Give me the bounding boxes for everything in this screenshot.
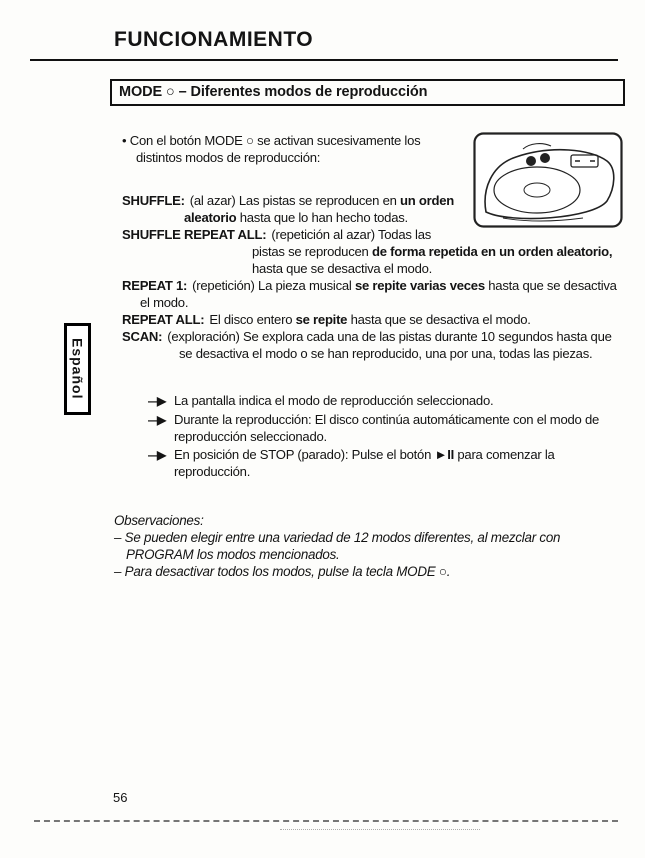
page-header: [30, 28, 618, 61]
mode-text-bold: se repite: [295, 312, 348, 327]
mode-text: hasta que lo han hecho todas.: [236, 210, 408, 225]
observation-item: – Para desactivar todos los modos, pulse la tecla MODE ○.: [114, 564, 451, 579]
observations: [114, 512, 593, 580]
note-text-part: La pantalla indica el modo de reproducción seleccionado.: [174, 393, 494, 408]
intro-paragraph: [122, 132, 466, 166]
mode-text-bold: se repite varias veces: [354, 278, 485, 293]
note-item: [148, 446, 623, 480]
mode-text: (exploración) Se explora cada una de las pistas durante 10 segundos hasta que se desactiva el modo o se han reproducido, una por una, todas las piezas.: [167, 329, 612, 361]
arrow-icon: —▶: [148, 448, 164, 462]
mode-text: hasta que se desactiva el modo.: [140, 278, 617, 310]
content: [114, 132, 623, 580]
mode-term: SHUFFLE:: [122, 193, 185, 208]
mode-text: hasta que se desactiva el modo.: [347, 312, 531, 327]
note-item: [148, 392, 623, 410]
page-edge-artifact: [34, 820, 618, 822]
figure: [473, 132, 623, 228]
mode-term: SHUFFLE REPEAT ALL:: [122, 227, 267, 242]
mode-term: REPEAT 1:: [122, 278, 188, 293]
mode-text: (repetición) La pieza musical: [192, 278, 355, 293]
arrow-notes: [148, 392, 623, 480]
intro-text: Con el botón MODE ○ se activan sucesivamente los distintos modos de reproducción:: [129, 133, 421, 165]
mode-text: hasta que se desactiva el modo.: [252, 261, 433, 276]
note-text-part: En posición de STOP (parado): Pulse el botón: [174, 447, 435, 462]
mode-text: (al azar) Las pistas se reproducen en: [189, 193, 401, 208]
page-title: FUNCIONAMIENTO: [114, 28, 314, 51]
mode-entry-repeat-all: [122, 311, 623, 328]
mode-text-bold: un orden aleatorio: [184, 193, 455, 225]
observations-heading: Observaciones:: [114, 513, 204, 528]
mode-text: (repetición al azar) Todas las pistas se reproducen: [252, 227, 432, 259]
prog-button-icon: [540, 153, 550, 163]
section-heading: MODE ○ – Diferentes modos de reproducción: [119, 84, 428, 100]
note-text-bold: ►II: [434, 447, 454, 462]
note-item: [148, 411, 623, 445]
note-text: [174, 411, 610, 445]
mode-entry-scan: [122, 328, 623, 362]
page-number: 56: [113, 790, 128, 805]
bullet-icon: •: [122, 133, 127, 148]
note-text: [174, 446, 610, 480]
mode-term: REPEAT ALL:: [122, 312, 205, 327]
section-heading-box: [110, 79, 625, 106]
mode-text: El disco entero: [209, 312, 296, 327]
arrow-icon: —▶: [148, 394, 164, 408]
mode-text-bold: de forma repetida en un orden aleatorio,: [371, 244, 613, 259]
note-text-part: Durante la reproducción: El disco continúa automáticamente con el modo de reproducción seleccionado.: [174, 412, 600, 444]
language-tab: [64, 323, 91, 415]
mode-entry-repeat-1: [122, 277, 623, 311]
mode-button-icon: [526, 156, 536, 166]
mode-term: SCAN:: [122, 329, 163, 344]
observation-item: – Se pueden elegir entre una variedad de 12 modos diferentes, al mezclar con PROGRAM los modos mencionados.: [114, 530, 561, 562]
note-text-part: para comenzar la reproducción.: [174, 447, 555, 479]
mode-entry-shuffle-repeat-all: [122, 226, 623, 277]
language-tab-label: Español: [69, 338, 86, 400]
note-text: [174, 392, 610, 410]
arrow-icon: —▶: [148, 413, 164, 427]
cd-player-illustration: [473, 132, 623, 228]
page-edge-artifact-secondary: [280, 829, 480, 830]
